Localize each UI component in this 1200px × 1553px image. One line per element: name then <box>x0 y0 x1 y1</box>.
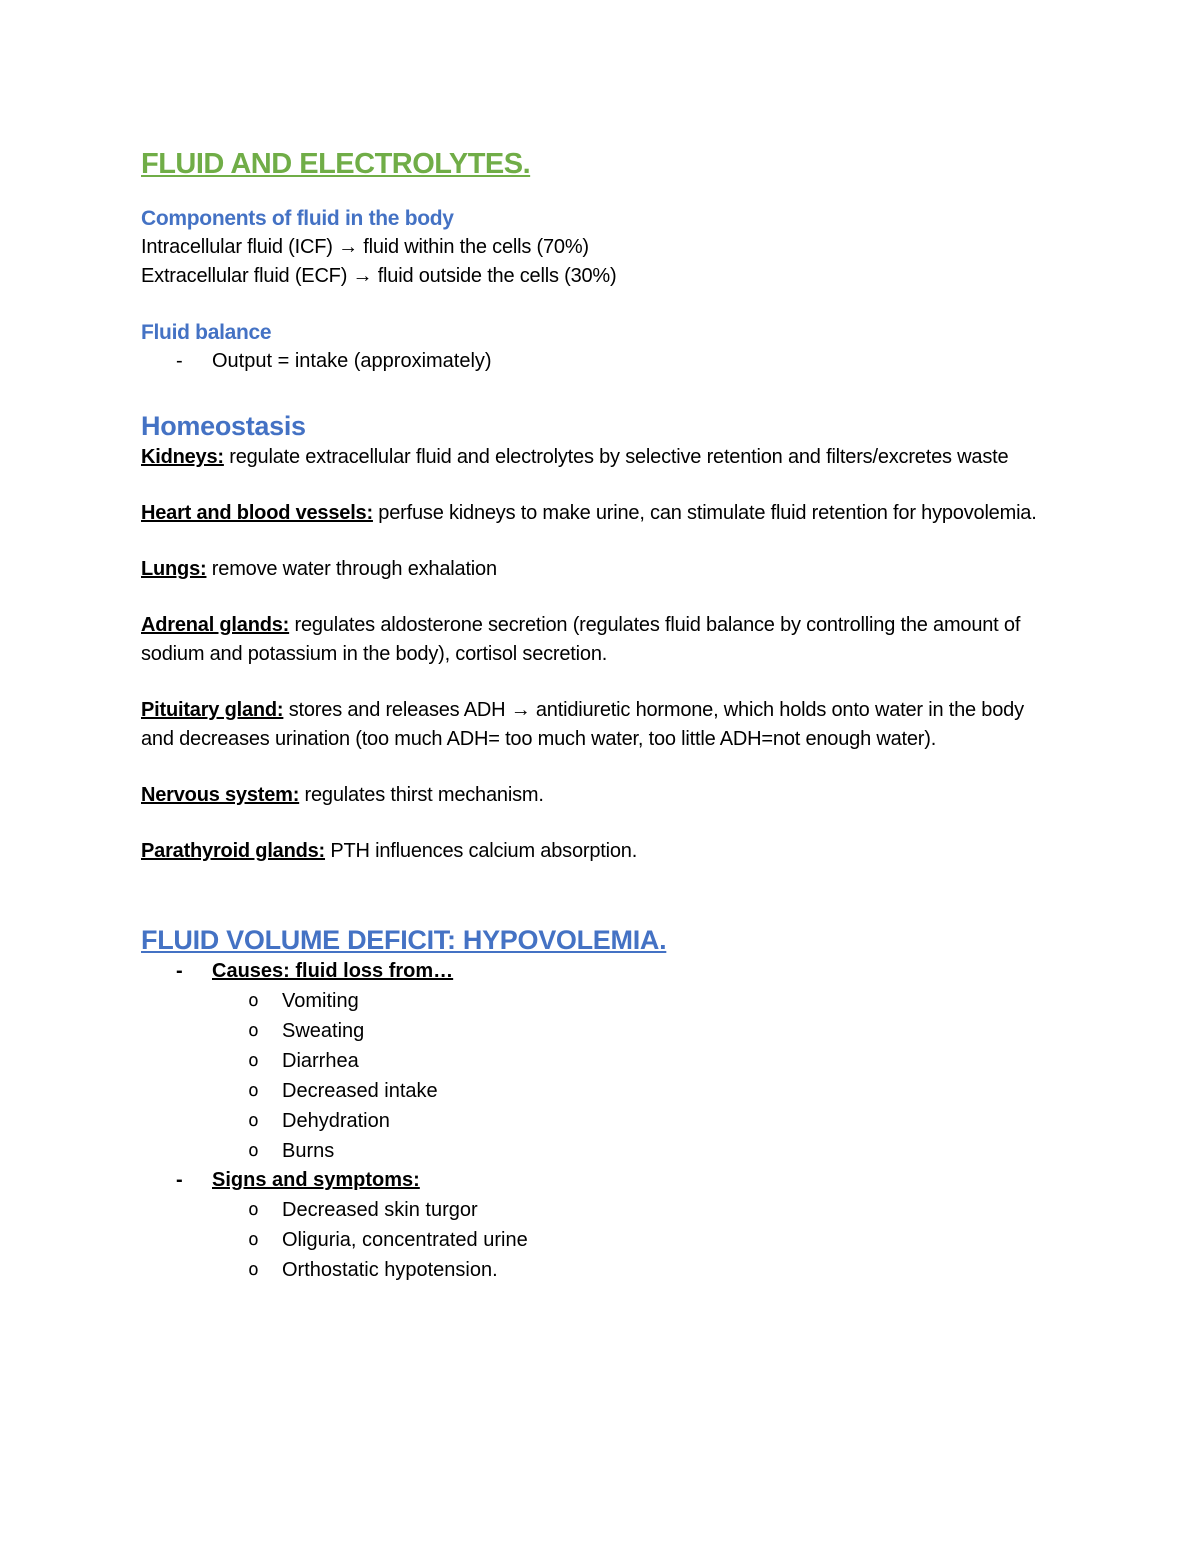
parathyroid-paragraph <box>141 837 1061 866</box>
right-arrow-icon: → <box>338 236 358 258</box>
circle-bullet-icon: o <box>248 1110 259 1131</box>
list-item <box>141 1225 1061 1255</box>
cause-text: Dehydration <box>282 1110 390 1132</box>
causes-label: Causes: fluid loss from… <box>212 960 454 982</box>
fluid-balance-item <box>141 347 1061 376</box>
heart-paragraph <box>141 499 1061 528</box>
sign-text: Oliguria, concentrated urine <box>282 1229 528 1251</box>
lungs-term: Lungs: <box>141 558 207 580</box>
circle-bullet-icon: o <box>248 990 259 1011</box>
icf-prefix: Intracellular fluid (ICF) <box>141 236 333 258</box>
sign-text: Orthostatic hypotension. <box>282 1259 498 1281</box>
cause-text: Sweating <box>282 1020 365 1042</box>
dash-bullet: - <box>176 1169 183 1191</box>
pituitary-text-b: antidiuretic hormone, which holds onto water in the body and decreases urination (too much ADH= too much water, too little ADH=not enough water). <box>141 699 1024 750</box>
parathyroid-term: Parathyroid glands: <box>141 840 326 862</box>
list-item <box>141 1016 1061 1046</box>
signs-list <box>141 1195 1061 1285</box>
heart-text: perfuse kidneys to make urine, can stimulate fluid retention for hypovolemia. <box>372 502 1037 524</box>
cause-text: Decreased intake <box>282 1080 438 1102</box>
cause-text: Vomiting <box>282 990 359 1012</box>
fluid-balance-heading: Fluid balance <box>141 321 272 344</box>
cause-text: Diarrhea <box>282 1050 359 1072</box>
components-heading: Components of fluid in the body <box>141 207 454 230</box>
hypovolemia-heading: FLUID VOLUME DEFICIT: HYPOVOLEMIA. <box>141 925 667 955</box>
icf-suffix: fluid within the cells (70%) <box>363 236 589 258</box>
cause-text: Burns <box>282 1140 335 1162</box>
parathyroid-text: PTH influences calcium absorption. <box>325 840 638 862</box>
kidneys-term: Kidneys: <box>141 446 224 468</box>
heart-term: Heart and blood vessels: <box>141 502 373 524</box>
pituitary-term: Pituitary gland: <box>141 699 284 721</box>
causes-label-row <box>141 957 1061 986</box>
fluid-balance-text: Output = intake (approximately) <box>212 350 492 372</box>
adrenal-term: Adrenal glands: <box>141 614 290 636</box>
list-item <box>141 1255 1061 1285</box>
ecf-line <box>141 262 1061 291</box>
circle-bullet-icon: o <box>248 1229 259 1250</box>
ecf-suffix: fluid outside the cells (30%) <box>377 265 617 287</box>
list-item <box>141 1136 1061 1166</box>
icf-line <box>141 233 1061 262</box>
signs-label: Signs and symptoms: <box>212 1169 420 1191</box>
ecf-prefix: Extracellular fluid (ECF) <box>141 265 348 287</box>
document-page <box>141 142 1061 1285</box>
adrenal-paragraph <box>141 611 1061 669</box>
list-item <box>141 1046 1061 1076</box>
document-title: FLUID AND ELECTROLYTES. <box>141 148 531 180</box>
circle-bullet-icon: o <box>248 1020 259 1041</box>
causes-list <box>141 986 1061 1166</box>
circle-bullet-icon: o <box>248 1199 259 1220</box>
signs-label-row <box>141 1166 1061 1195</box>
circle-bullet-icon: o <box>248 1080 259 1101</box>
kidneys-text: regulate extracellular fluid and electrolytes by selective retention and filters/excretes waste <box>223 446 1009 468</box>
pituitary-paragraph <box>141 696 1061 754</box>
list-item <box>141 1195 1061 1225</box>
right-arrow-icon: → <box>510 699 531 721</box>
adrenal-text: regulates aldosterone secretion (regulates fluid balance by controlling the amount of sodium and potassium in the body), cortisol secretion. <box>141 614 1021 665</box>
pituitary-text-a: stores and releases ADH <box>283 699 511 721</box>
homeostasis-heading: Homeostasis <box>141 411 306 441</box>
lungs-paragraph <box>141 555 1061 584</box>
lungs-text: remove water through exhalation <box>206 558 497 580</box>
dash-bullet: - <box>176 350 183 372</box>
list-item <box>141 986 1061 1016</box>
nervous-term: Nervous system: <box>141 784 300 806</box>
list-item <box>141 1106 1061 1136</box>
right-arrow-icon: → <box>352 265 373 287</box>
nervous-paragraph <box>141 781 1061 810</box>
circle-bullet-icon: o <box>248 1050 259 1071</box>
kidneys-paragraph <box>141 443 1061 472</box>
circle-bullet-icon: o <box>248 1140 259 1161</box>
dash-bullet: - <box>176 960 183 982</box>
circle-bullet-icon: o <box>248 1259 259 1280</box>
list-item <box>141 1076 1061 1106</box>
nervous-text: regulates thirst mechanism. <box>299 784 544 806</box>
sign-text: Decreased skin turgor <box>282 1199 478 1221</box>
